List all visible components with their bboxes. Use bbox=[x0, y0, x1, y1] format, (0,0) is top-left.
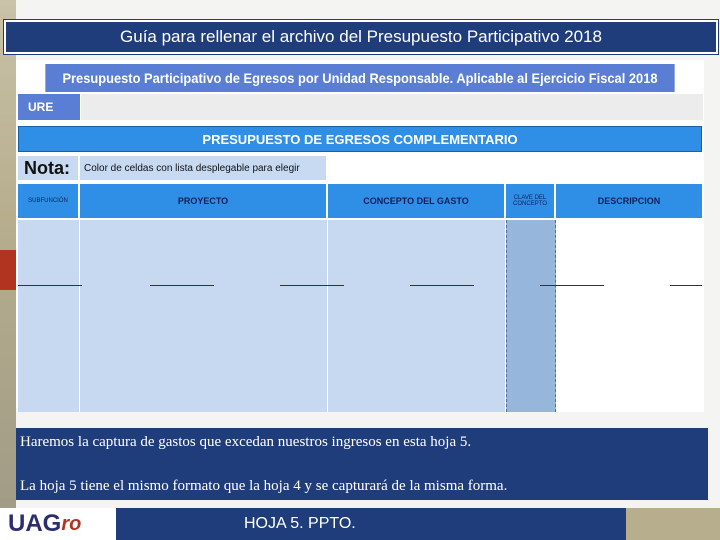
cell-clave[interactable] bbox=[506, 220, 556, 412]
logo-main: UAG bbox=[8, 510, 62, 537]
divider-line bbox=[540, 285, 604, 286]
divider-line bbox=[410, 285, 474, 286]
nota-row bbox=[18, 156, 702, 180]
uagro-logo bbox=[0, 508, 116, 540]
ure-input-cell[interactable] bbox=[80, 94, 703, 120]
explanation-box bbox=[16, 428, 708, 500]
explanation-line-2: La hoja 5 tiene el mismo formato que la hoja 4 y se capturará de la misma forma. bbox=[20, 478, 508, 494]
slide-title-text: Guía para rellenar el archivo del Presupuesto Participativo 2018 bbox=[120, 27, 602, 46]
cell-concepto-dropdown[interactable] bbox=[328, 220, 506, 412]
column-header-proyecto: PROYECTO bbox=[80, 184, 328, 218]
sheet-banner: Presupuesto Participativo de Egresos por Unidad Responsable. Aplicable al Ejercicio Fiscal 2018 bbox=[45, 64, 674, 92]
divider-line bbox=[18, 285, 82, 286]
ure-label: URE bbox=[18, 94, 80, 120]
cell-subfuncion-dropdown[interactable] bbox=[18, 220, 80, 412]
nota-text: Color de celdas con lista desplegable para elegir bbox=[80, 156, 326, 180]
logo-accent: ro bbox=[61, 512, 82, 535]
ure-row bbox=[18, 94, 702, 120]
explanation-line-1: Haremos la captura de gastos que excedan nuestros ingresos en esta hoja 5. bbox=[20, 434, 472, 450]
column-header-descripcion: DESCRIPCION bbox=[556, 184, 702, 218]
footer-decor bbox=[626, 508, 720, 540]
column-header-clave: CLAVE DEL CONCEPTO bbox=[506, 184, 556, 218]
column-header-subfuncion: SUBFUNCIÓN bbox=[18, 184, 80, 218]
slide-title bbox=[4, 20, 718, 54]
table-header-row bbox=[18, 184, 702, 218]
left-decor-strip bbox=[0, 0, 16, 540]
complement-title: PRESUPUESTO DE EGRESOS COMPLEMENTARIO bbox=[18, 126, 702, 152]
cell-proyecto-dropdown[interactable] bbox=[80, 220, 328, 412]
column-header-concepto: CONCEPTO DEL GASTO bbox=[328, 184, 506, 218]
sheet-label: HOJA 5. PPTO. bbox=[244, 515, 356, 532]
nota-label: Nota: bbox=[18, 156, 78, 180]
table-body bbox=[18, 220, 702, 412]
divider-line bbox=[150, 285, 214, 286]
divider-line bbox=[670, 285, 702, 286]
footer-bar bbox=[0, 508, 720, 540]
divider-line bbox=[280, 285, 344, 286]
spreadsheet-screenshot bbox=[16, 60, 704, 412]
cell-descripcion[interactable] bbox=[556, 220, 702, 412]
